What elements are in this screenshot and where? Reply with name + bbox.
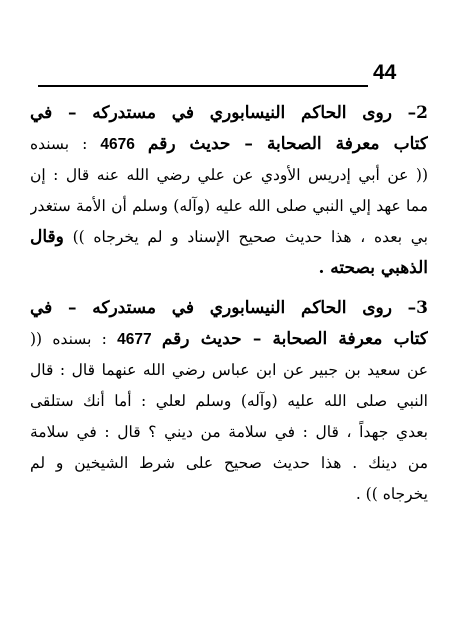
- text-line: بعدي جهداً ، قال : في سلامة من ديني ؟ قال : في سلامة: [30, 423, 428, 441]
- closing-bold-line: الذهبي بصحته .: [318, 258, 428, 278]
- section-heading-line: 3– روى الحاكم النيسابوري في مستدركه – في: [30, 298, 428, 318]
- heading-text: كتاب معرفة الصحابة – حديث رقم: [147, 134, 428, 154]
- section-gap: [30, 284, 428, 293]
- heading-suffix: : بسنده ((: [30, 330, 107, 348]
- hadith-number: 4677: [117, 331, 152, 348]
- text-line: من دينك . هذا حديث صحيح على شرط الشيخين و لم: [30, 454, 428, 472]
- text-line: النبي صلى الله عليه (وآله) وسلم لعلي : أما أنك ستلقى: [30, 392, 428, 410]
- text-line: عن سعيد بن جبير عن ابن عباس رضي الله عنهما قال : قال: [30, 361, 428, 379]
- page-body: [30, 98, 428, 510]
- page-number: 44: [373, 61, 397, 84]
- text-line: [30, 222, 428, 253]
- hadith-number: 4676: [100, 136, 135, 153]
- section-heading-line: [30, 129, 428, 160]
- heading-suffix: : بسنده: [30, 135, 88, 153]
- header-rule: [38, 85, 368, 87]
- hadith-section-3: [30, 293, 428, 510]
- text-line: (( عن أبي إدريس الأودي عن علي رضي الله عنه قال : إن: [30, 166, 428, 184]
- heading-text: كتاب معرفة الصحابة – حديث رقم: [161, 329, 428, 349]
- text-line: مما عهد إلي النبي صلى الله عليه (وآله) وسلم أن الأمة ستغدر: [30, 197, 428, 215]
- section-heading-line: 2– روى الحاكم النيسابوري في مستدركه – في: [30, 103, 428, 123]
- text-line: يخرجاه )) .: [355, 485, 428, 503]
- section-heading-line: [30, 324, 428, 355]
- closing-bold-inline: وقال: [30, 227, 64, 247]
- hadith-section-2: [30, 98, 428, 284]
- text-segment: بي بعده ، هذا حديث صحيح الإسناد و لم يخرجاه )): [72, 228, 428, 246]
